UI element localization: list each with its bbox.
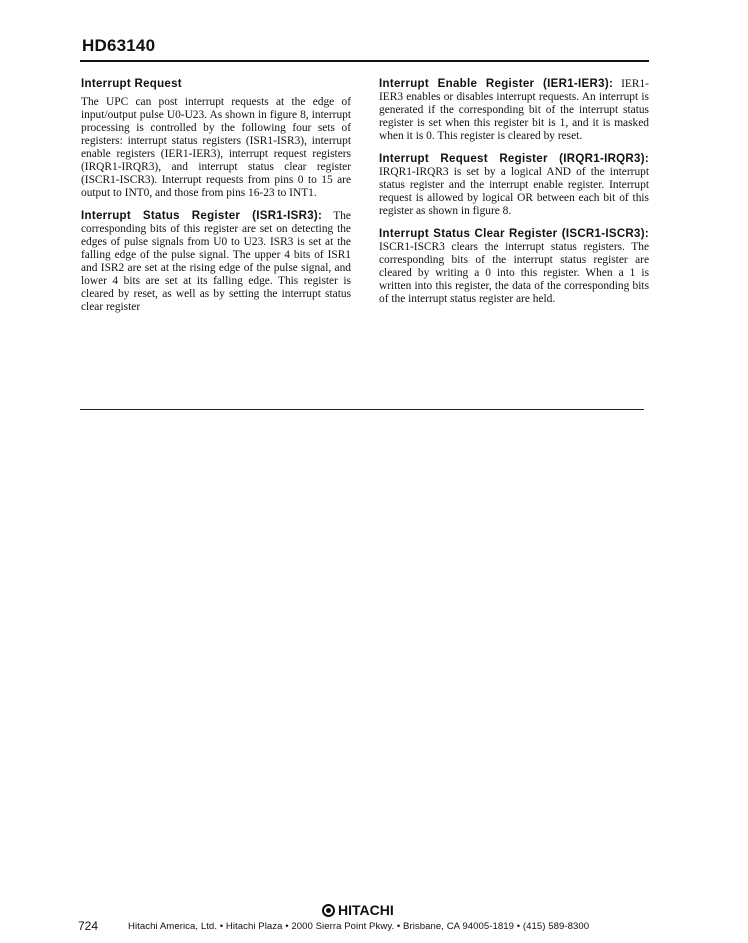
paragraph xyxy=(379,78,649,143)
interrupt-status-section xyxy=(81,210,351,314)
paragraph-text: The corresponding bits of this register are set on detecting the edges of pulse signals from U0 to U23. ISR3 is set at the falling edge of the pulse signal. The upper 4 bits of ISR1 and ISR2 are set at the rising edge of the pulse signal, and lower 4 bits are set at its falling edge. This register is cleared by reset, as well as by setting the interrupt status clear register xyxy=(81,210,351,313)
paragraph-text: IRQR1-IRQR3 is set by a logical AND of the interrupt status register and the interrupt enable register. Interrupt request is allowed by logical OR between each bit of this register as shown in figure 8. xyxy=(379,166,649,217)
interrupt-request-section xyxy=(81,78,351,200)
document-title: HD63140 xyxy=(82,36,156,55)
interrupt-status-clear-section xyxy=(379,228,649,306)
paragraph xyxy=(379,228,649,306)
section-heading: Interrupt Enable Register (IER1-IER3): xyxy=(379,78,614,90)
paragraph: The UPC can post interrupt requests at the edge of input/output pulse U0-U23. As shown in figure 8, interrupt processing is controlled by the following four sets of registers: interrupt status registers (ISR1-ISR3), interrupt enable registers (IER1-IER3), interrupt request registers (IRQR1-IRQR3), and interrupt status clear register (ISCR1-ISCR3). Interrupt requests from pins 0 to 15 are output to INT0, and those from pins 16-23 to INT1. xyxy=(81,96,351,199)
interrupt-enable-section xyxy=(379,78,649,143)
hitachi-logo xyxy=(322,902,394,918)
right-column xyxy=(379,78,649,316)
logo-text: HITACHI xyxy=(338,902,394,918)
section-heading: Interrupt Request Register (IRQR1-IRQR3): xyxy=(379,153,649,165)
page-number: 724 xyxy=(78,919,99,933)
left-column xyxy=(81,78,351,324)
content-end-rule xyxy=(80,409,644,410)
interrupt-request-register-section xyxy=(379,153,649,218)
footer-address: Hitachi America, Ltd. • Hitachi Plaza • 2000 Sierra Point Pkwy. • Brisbane, CA 94005-1819 • (415) 589-8300 xyxy=(128,921,590,932)
paragraph xyxy=(379,153,649,218)
paragraph-text: IER1-IER3 enables or disables interrupt requests. An interrupt is generated if the corresponding bit of the interrupt status register is set when this register bit is 1, and it is masked when it is 0. This register is cleared by reset. xyxy=(379,78,649,142)
section-heading: Interrupt Status Clear Register (ISCR1-ISCR3): xyxy=(379,228,649,240)
section-heading: Interrupt Status Register (ISR1-ISR3): xyxy=(81,210,323,222)
header-rule xyxy=(80,60,649,62)
paragraph-text: ISCR1-ISCR3 clears the interrupt status registers. The corresponding bits of the interrupt status register are cleared by writing a 0 into this register. When a 1 is written into this register, the data of the corresponding bits of the interrupt status register are held. xyxy=(379,241,649,305)
hitachi-logo-icon xyxy=(322,904,335,917)
section-heading: Interrupt Request xyxy=(81,78,182,90)
paragraph xyxy=(81,210,351,314)
